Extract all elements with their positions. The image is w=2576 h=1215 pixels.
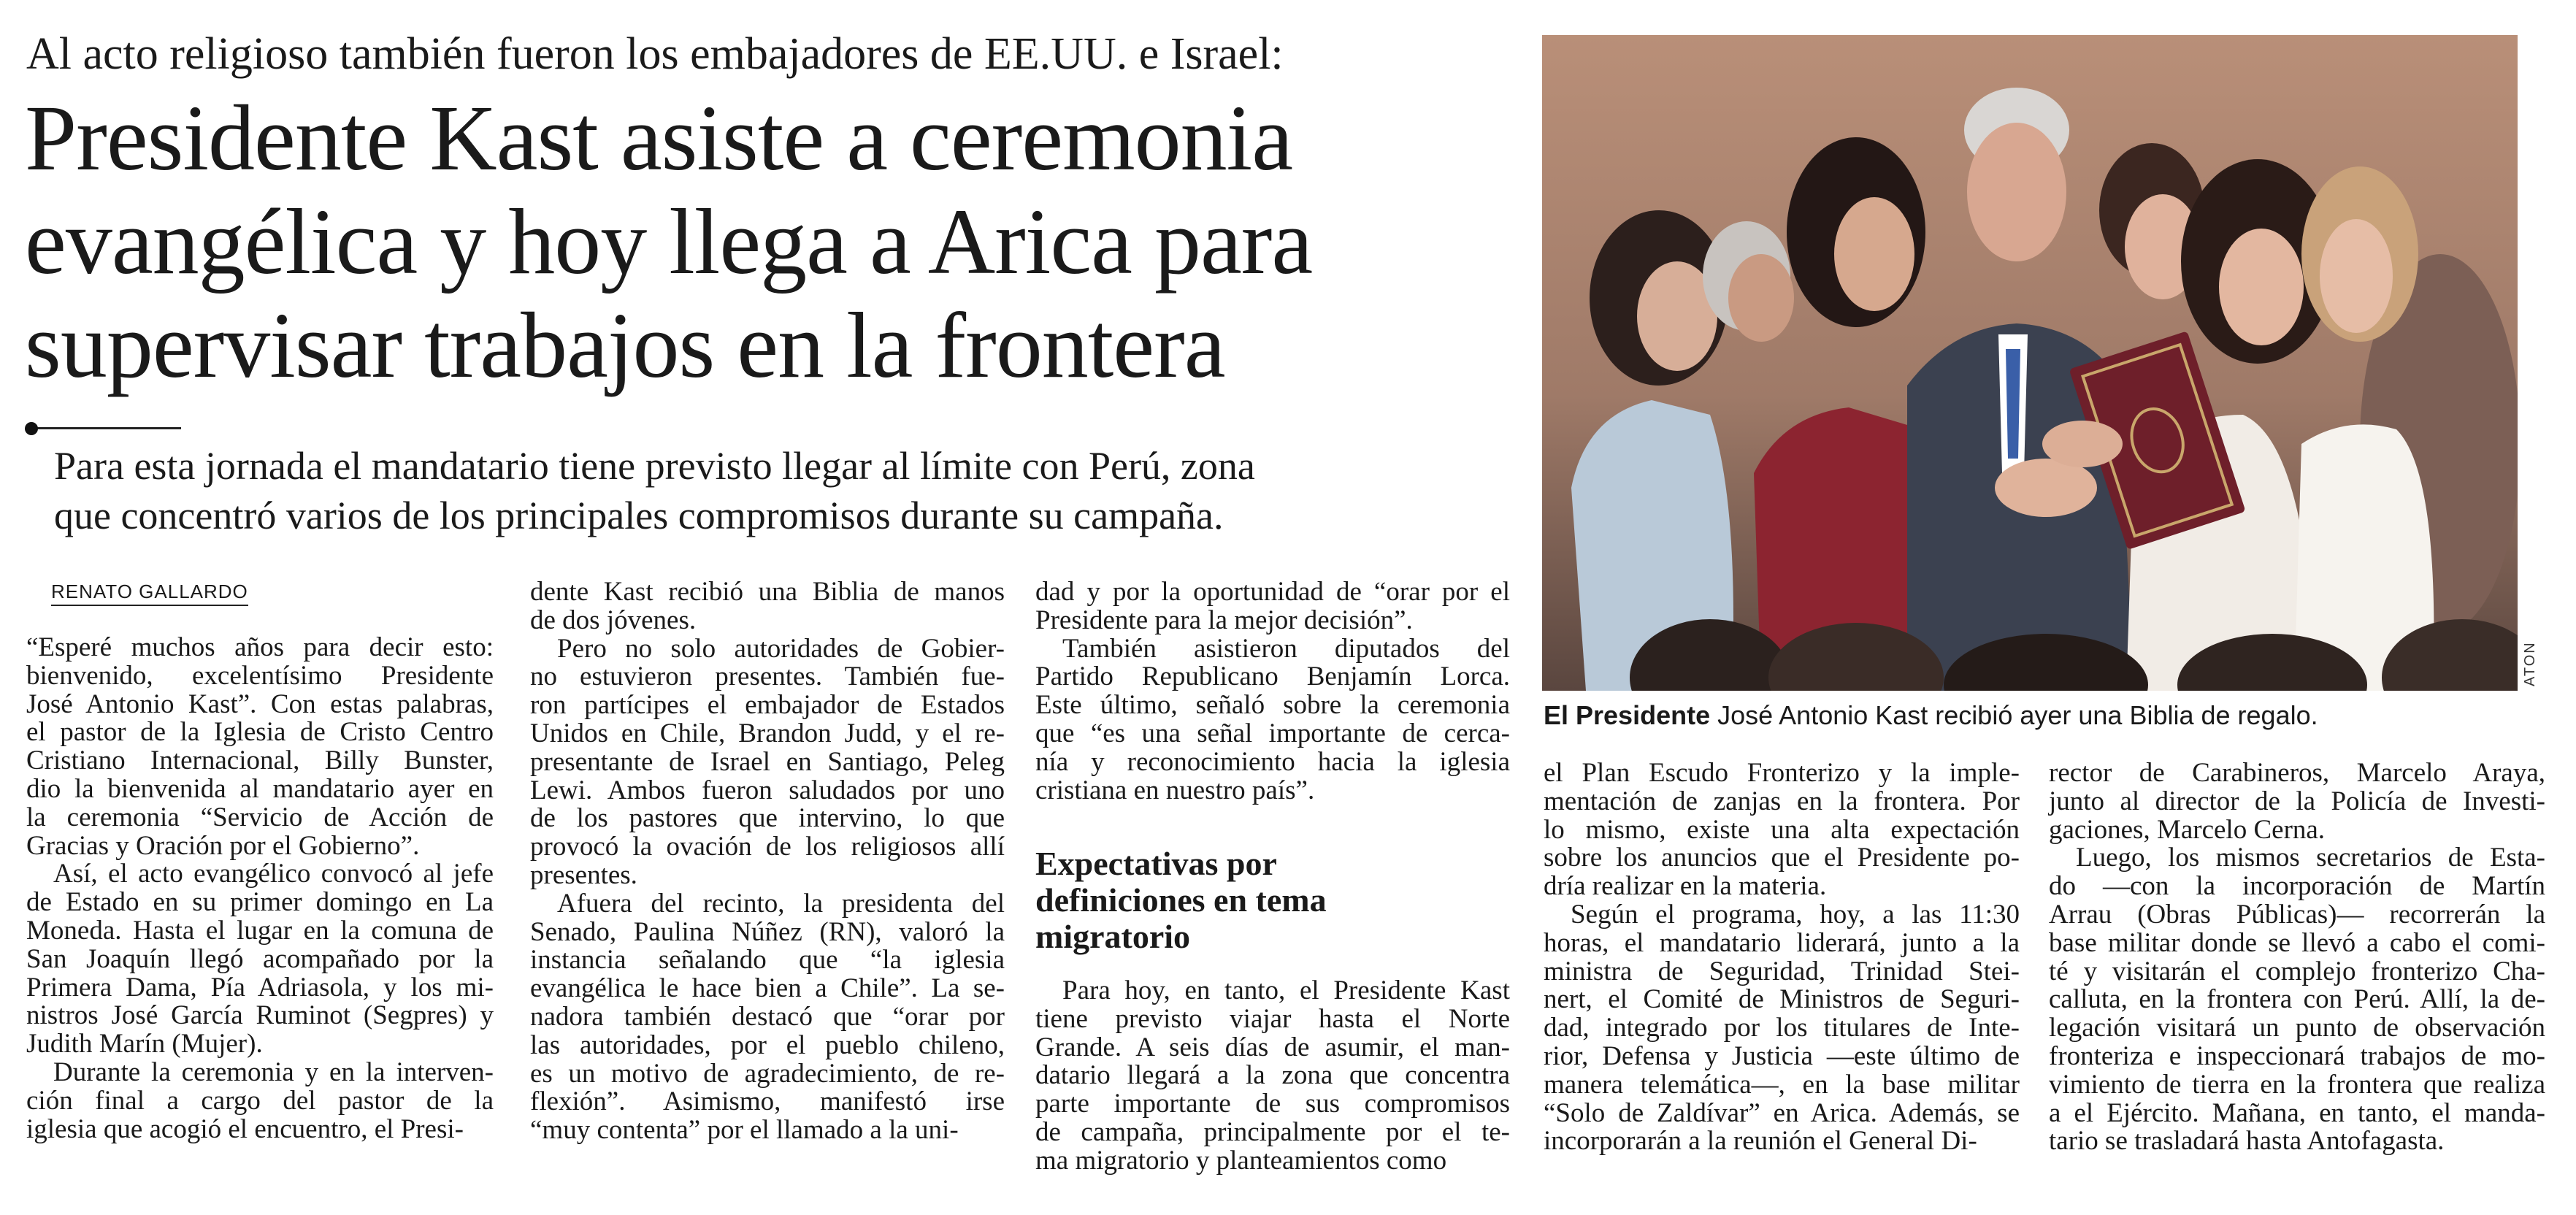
article-headline	[25, 86, 1507, 397]
body-line: la ceremonia “Servicio de Acción de	[26, 802, 494, 832]
body-line: iglesia que acogió el encuentro, el Presi-	[26, 1114, 464, 1144]
photo-credit: ATON	[2522, 641, 2538, 686]
body-line: Según el programa, hoy, a las 11:30	[1544, 899, 2020, 930]
body-line: ma migratorio y planteamientos como	[1035, 1145, 1447, 1176]
article-photo	[1542, 35, 2518, 691]
body-line: Luego, los mismos secretarios de Esta-	[2049, 843, 2545, 873]
article-deck	[54, 441, 1507, 540]
article-kicker: Al acto religioso también fueron los embajadores de EE.UU. e Israel:	[26, 29, 1284, 79]
body-line: ministra de Seguridad, Trinidad Stei-	[1544, 956, 2020, 986]
body-column-4	[1544, 759, 2020, 1156]
body-line: de los pastores que intervino, lo que	[530, 803, 1005, 834]
body-column-3-bottom	[1035, 977, 1510, 1176]
body-line: ron partícipes el embajador de Estados	[530, 690, 1005, 721]
body-line: “muy contenta” por el llamado a la uni-	[530, 1115, 959, 1146]
body-line: base militar donde se llevó a cabo el comi-	[2049, 927, 2545, 958]
body-line: dente Kast recibió una Biblia de manos	[530, 577, 1005, 607]
body-line: Así, el acto evangélico convocó al jefe	[26, 859, 494, 889]
body-line: Este último, señaló sobre la ceremonia	[1035, 690, 1510, 721]
body-line: Afuera del recinto, la presidenta del	[530, 888, 1005, 919]
body-line: Para hoy, en tanto, el Presidente Kast	[1035, 976, 1510, 1005]
body-line: Partido Republicano Benjamín Lorca.	[1035, 662, 1510, 692]
body-line: de Estado en su primer domingo en La	[26, 887, 494, 918]
body-column-2	[530, 578, 1005, 1145]
photo-illustration	[1542, 35, 2518, 691]
article-subhead	[1035, 846, 1415, 955]
body-line: manera telemática—, en la base militar	[1544, 1069, 2020, 1100]
body-line: Arrau (Obras Públicas)— recorrerán la	[2049, 899, 2545, 930]
body-line: de dos jóvenes.	[530, 605, 697, 635]
headline-line: Presidente Kast asiste a ceremonia	[25, 86, 1292, 190]
caption-lead: El Presidente	[1544, 700, 1711, 730]
body-line: vimiento de tierra en la frontera que realiza	[2049, 1069, 2545, 1100]
divider-dot	[25, 422, 38, 435]
body-line: incorporarán a la reunión el General Di-	[1544, 1126, 1977, 1157]
body-line: San Joaquín llegó acompañado por la	[26, 943, 494, 974]
body-line: Unidos en Chile, Brandon Judd, y el re-	[530, 718, 1005, 748]
body-line: rior, Defensa y Justicia —este último de	[1544, 1040, 2020, 1071]
body-line: “Esperé muchos años para decir esto:	[26, 632, 494, 662]
body-column-1	[26, 634, 494, 1143]
deck-line: que concentró varios de los principales compromisos durante su campaña.	[54, 494, 1224, 537]
body-line: tario se trasladará hasta Antofagasta.	[2049, 1126, 2445, 1157]
subhead-line: Expectativas por	[1035, 845, 1277, 882]
article-byline: RENATO GALLARDO	[51, 580, 248, 606]
body-line: nadora también destacó que “orar por	[530, 1001, 1005, 1032]
body-line: fronteriza e inspeccionará trabajos de mo-	[2049, 1040, 2545, 1071]
body-line: datario llegará a la zona que concentra	[1035, 1060, 1510, 1091]
body-line: “Solo de Zaldívar” en Arica. Además, se	[1544, 1097, 2020, 1128]
headline-line: supervisar trabajos en la frontera	[25, 294, 1225, 397]
body-line: las autoridades, por el pueblo chileno,	[530, 1030, 1005, 1060]
body-column-3-top	[1035, 578, 1510, 805]
body-line: Primera Dama, Pía Adriasola, y los mi-	[26, 972, 494, 1003]
body-line: provocó la ovación de los religiosos allí	[530, 832, 1005, 862]
body-line: mentación de zanjas en la frontera. Por	[1544, 786, 2020, 816]
body-line: También asistieron diputados del	[1035, 633, 1510, 664]
deck-line: Para esta jornada el mandatario tiene previsto llegar al límite con Perú, zona	[54, 444, 1255, 488]
body-line: Senado, Paulina Núñez (RN), valoró la	[530, 916, 1005, 947]
body-line: nía y reconocimiento hacia la iglesia	[1035, 746, 1510, 777]
body-line: gaciones, Marcelo Cerna.	[2049, 814, 2326, 845]
body-line: nert, el Comité de Ministros de Seguri-	[1544, 984, 2020, 1015]
body-line: ción final a cargo del pastor de la	[26, 1085, 494, 1116]
body-line: es un motivo de agradecimiento, de re-	[530, 1058, 1005, 1089]
body-line: Moneda. Hasta el lugar en la comuna de	[26, 915, 494, 946]
body-line: Judith Marín (Mujer).	[26, 1029, 263, 1059]
body-line: Pero no solo autoridades de Gobier-	[530, 633, 1005, 664]
body-line: dad, integrado por los titulares de Inte-	[1544, 1013, 2020, 1043]
body-line: dad y por la oportunidad de “orar por el	[1035, 577, 1510, 607]
body-line: Cristiano Internacional, Billy Bunster,	[26, 746, 494, 776]
photo-caption	[1544, 700, 2318, 732]
body-line: sobre los anuncios que el Presidente po-	[1544, 843, 2020, 873]
body-line: que “es una señal importante de cerca-	[1035, 718, 1510, 748]
body-line: el Plan Escudo Fronterizo y la imple-	[1544, 758, 2020, 788]
body-line: nistros José García Ruminot (Segpres) y	[26, 1000, 494, 1031]
body-line: Presidente para la mejor decisión”.	[1035, 605, 1413, 635]
divider-line	[32, 427, 181, 429]
body-line: dio la bienvenida al mandatario ayer en	[26, 773, 494, 804]
body-line: Durante la ceremonia y en la interven-	[26, 1057, 494, 1087]
body-line: instancia señalando que “la iglesia	[530, 945, 1005, 976]
body-line: té y visitarán el complejo fronterizo Cha-	[2049, 956, 2545, 986]
body-line: lo mismo, existe una alta expectación	[1544, 814, 2020, 845]
body-line: junto al director de la Policía de Investi-	[2049, 786, 2545, 816]
body-column-5	[2049, 759, 2545, 1156]
body-line: cristiana en nuestro país”.	[1035, 775, 1315, 805]
body-line: a el Ejército. Mañana, en tanto, el manda-	[2049, 1097, 2545, 1128]
body-line: horas, el mandatario liderará, junto a la	[1544, 927, 2020, 958]
body-line: presentante de Israel en Santiago, Peleg	[530, 746, 1005, 777]
deck-divider	[25, 422, 181, 435]
body-line: rector de Carabineros, Marcelo Araya,	[2049, 758, 2545, 788]
body-line: bienvenido, excelentísimo Presidente	[26, 660, 494, 691]
subhead-line: definiciones en tema	[1035, 881, 1327, 919]
body-line: dría realizar en la materia.	[1544, 871, 1827, 902]
body-line: no estuvieron presentes. También fue-	[530, 662, 1005, 692]
caption-text: José Antonio Kast recibió ayer una Biblia de regalo.	[1710, 700, 2318, 730]
body-line: José Antonio Kast”. Con estas palabras,	[26, 689, 494, 719]
body-line: do —con la incorporación de Martín	[2049, 871, 2545, 902]
headline-line: evangélica y hoy llega a Arica para	[25, 190, 1313, 294]
body-line: tiene previsto viajar hasta el Norte	[1035, 1003, 1510, 1034]
body-line: calluta, en la frontera con Perú. Allí, la de-	[2049, 984, 2545, 1015]
body-line: Gracias y Oración por el Gobierno”.	[26, 830, 420, 861]
body-line: el pastor de la Iglesia de Cristo Centro	[26, 717, 494, 748]
body-line: presentes.	[530, 859, 637, 890]
subhead-line: migratorio	[1035, 918, 1191, 955]
body-line: Grande. A seis días de asumir, el man-	[1035, 1032, 1510, 1062]
body-line: evangélica le hace bien a Chile”. La se-	[530, 973, 1005, 1004]
body-line: de campaña, principalmente por el te-	[1035, 1116, 1510, 1147]
body-line: parte importante de sus compromisos	[1035, 1089, 1510, 1119]
body-line: legación visitará un punto de observación	[2049, 1013, 2545, 1043]
body-line: Lewi. Ambos fueron saludados por uno	[530, 775, 1005, 805]
body-line: flexión”. Asimismo, manifestó irse	[530, 1086, 1005, 1117]
